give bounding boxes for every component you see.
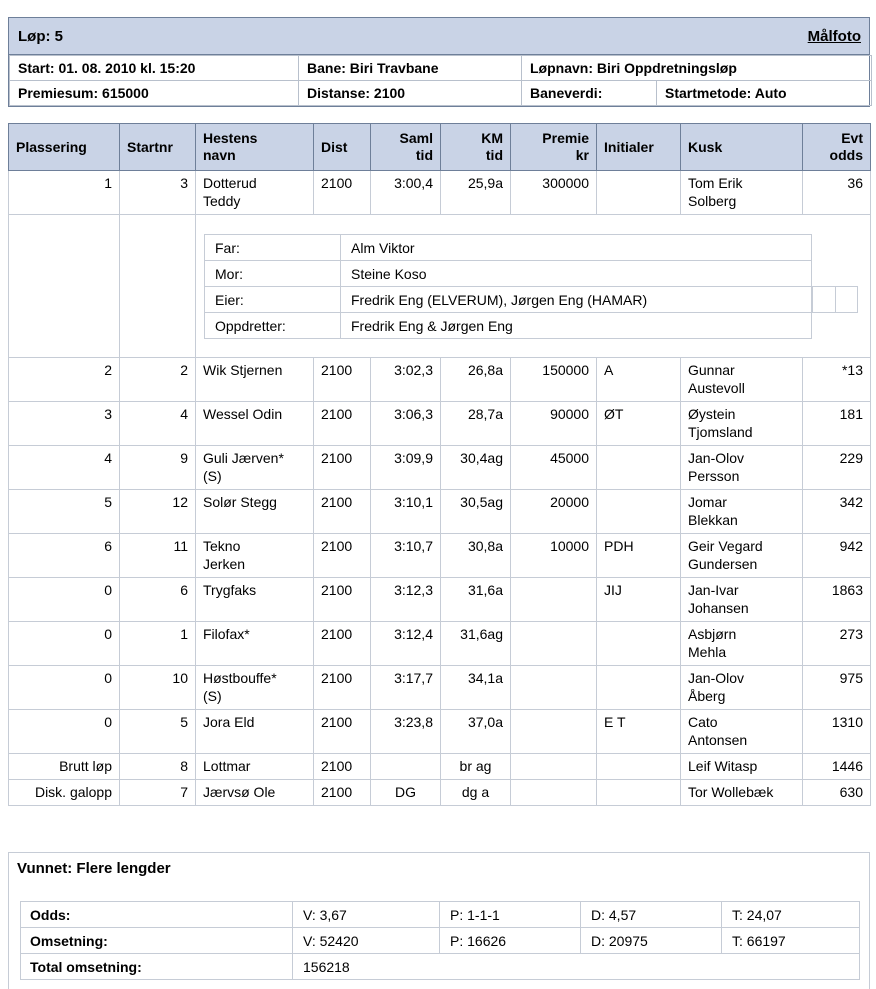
- cell-place: Disk. galopp: [9, 780, 120, 806]
- cell-prize: 20000: [511, 490, 597, 534]
- cell-horse-name[interactable]: [196, 578, 314, 622]
- turnover-label: Omsetning:: [21, 928, 293, 954]
- cell-horse-name[interactable]: [196, 358, 314, 402]
- table-row: [9, 710, 871, 754]
- cell-km-time: br ag: [441, 754, 511, 780]
- pedigree-spacer: [9, 215, 120, 358]
- cell-initials: [597, 666, 681, 710]
- cell-horse-name[interactable]: [196, 622, 314, 666]
- total-turnover-value: 156218: [293, 954, 860, 980]
- cell-dist: 2100: [314, 622, 371, 666]
- table-row: [9, 358, 871, 402]
- cell-initials: E T: [597, 710, 681, 754]
- horse-name-line-1: Trygfaks: [203, 582, 257, 598]
- pedigree-item: [205, 313, 812, 339]
- cell-total-time: 3:12,3: [371, 578, 441, 622]
- summary-title: Vunnet: Flere lengder: [17, 860, 171, 877]
- horse-name-line-1: Jora Eld: [203, 714, 255, 730]
- race-track: Bane: Biri Travbane: [299, 56, 522, 81]
- driver-line-2: Austevoll: [688, 380, 745, 396]
- cell-place: 4: [9, 446, 120, 490]
- cell-odds: 181: [803, 402, 871, 446]
- cell-initials: [597, 490, 681, 534]
- cell-prize: [511, 666, 597, 710]
- driver-line-2: Mehla: [688, 644, 727, 660]
- driver-line-2: Johansen: [688, 600, 749, 616]
- cell-startnr: 4: [120, 402, 196, 446]
- cell-driver: [681, 666, 803, 710]
- driver-line-1: Jomar: [688, 494, 727, 510]
- col-prize-label-1: Premie: [542, 130, 589, 146]
- cell-odds: 975: [803, 666, 871, 710]
- cell-initials: [597, 446, 681, 490]
- race-track-value: Baneverdi:: [522, 81, 657, 106]
- cell-startnr: 5: [120, 710, 196, 754]
- col-prize-label-2: kr: [575, 147, 589, 163]
- col-placement-label: Plassering: [16, 138, 87, 155]
- col-km-time-label-1: KM: [481, 130, 503, 146]
- race-start: Start: 01. 08. 2010 kl. 15:20: [10, 56, 299, 81]
- cell-driver: [681, 402, 803, 446]
- race-header: [8, 17, 870, 107]
- cell-startnr: 1: [120, 622, 196, 666]
- cell-total-time: 3:23,8: [371, 710, 441, 754]
- cell-total-time: 3:06,3: [371, 402, 441, 446]
- col-total-time-label-1: Saml: [399, 130, 433, 146]
- col-odds-label-2: odds: [829, 147, 863, 163]
- horse-name-line-1: Wik Stjernen: [203, 362, 283, 378]
- cell-horse-name[interactable]: [196, 402, 314, 446]
- cell-odds: 1310: [803, 710, 871, 754]
- driver-line-2: Blekkan: [688, 512, 738, 528]
- col-startnr[interactable]: [120, 124, 196, 171]
- driver-line-1: Øystein: [688, 406, 736, 422]
- cell-prize: 90000: [511, 402, 597, 446]
- cell-startnr: 7: [120, 780, 196, 806]
- cell-total-time: DG: [371, 780, 441, 806]
- table-row: [9, 402, 871, 446]
- cell-startnr: 2: [120, 358, 196, 402]
- odds-v: V: 3,67: [293, 902, 440, 928]
- cell-startnr: 3: [120, 171, 196, 215]
- cell-driver: [681, 534, 803, 578]
- cell-km-time: 31,6a: [441, 578, 511, 622]
- table-row: [9, 446, 871, 490]
- cell-odds: *13: [803, 358, 871, 402]
- cell-prize: [511, 780, 597, 806]
- cell-odds: 1446: [803, 754, 871, 780]
- cell-dist: 2100: [314, 534, 371, 578]
- cell-prize: 300000: [511, 171, 597, 215]
- driver-line-2: Antonsen: [688, 732, 748, 748]
- cell-total-time: 3:02,3: [371, 358, 441, 402]
- cell-initials: [597, 171, 681, 215]
- total-turnover-row: [21, 954, 860, 980]
- table-row: [9, 578, 871, 622]
- cell-driver: Tor Wollebæk: [681, 780, 803, 806]
- turnover-row: [21, 928, 860, 954]
- col-odds-label-1: Evt: [841, 130, 863, 146]
- driver-line-1: Geir Vegard: [688, 538, 763, 554]
- driver-line-2: Solberg: [688, 193, 737, 209]
- horse-name-line-2: (S): [203, 688, 222, 704]
- pedigree-item: [205, 287, 812, 313]
- cell-dist: 2100: [314, 402, 371, 446]
- cell-prize: 45000: [511, 446, 597, 490]
- pedigree-item: [205, 235, 812, 261]
- turnover-d: D: 20975: [581, 928, 722, 954]
- cell-horse-name[interactable]: Jærvsø Ole: [196, 780, 314, 806]
- driver-line-1: Tom Erik: [688, 175, 743, 191]
- col-km-time-label-2: tid: [485, 147, 503, 163]
- cell-total-time: 3:10,7: [371, 534, 441, 578]
- summary-box: [8, 852, 870, 989]
- cell-prize: [511, 710, 597, 754]
- cell-total-time: 3:09,9: [371, 446, 441, 490]
- driver-line-1: Cato: [688, 714, 718, 730]
- pedigree-label: Oppdretter:: [205, 313, 341, 339]
- col-horse-name-label-2: navn: [203, 147, 236, 163]
- cell-place: 1: [9, 171, 120, 215]
- horse-name-line-1: Høstbouffe*: [203, 670, 277, 686]
- cell-initials: JIJ: [597, 578, 681, 622]
- driver-line-2: Gundersen: [688, 556, 758, 572]
- cell-place: 2: [9, 358, 120, 402]
- horse-name-line-1: Tekno: [203, 538, 241, 554]
- cell-dist: 2100: [314, 446, 371, 490]
- cell-total-time: 3:00,4: [371, 171, 441, 215]
- driver-line-1: Jan-Olov: [688, 450, 745, 466]
- col-driver[interactable]: [681, 124, 803, 171]
- cell-total-time: 3:12,4: [371, 622, 441, 666]
- cell-horse-name[interactable]: [196, 666, 314, 710]
- cell-initials: PDH: [597, 534, 681, 578]
- odds-table: [20, 901, 860, 980]
- cell-place: Brutt løp: [9, 754, 120, 780]
- horse-name-line-2: (S): [203, 468, 222, 484]
- cell-place: 0: [9, 578, 120, 622]
- cell-startnr: 12: [120, 490, 196, 534]
- cell-dist: 2100: [314, 666, 371, 710]
- cell-initials: [597, 780, 681, 806]
- cell-km-time: 34,1a: [441, 666, 511, 710]
- race-distance: Distanse: 2100: [299, 81, 522, 106]
- cell-driver: [681, 710, 803, 754]
- cell-place: 5: [9, 490, 120, 534]
- pedigree-extra-cells: [812, 286, 858, 313]
- cell-startnr: 10: [120, 666, 196, 710]
- cell-odds: 630: [803, 780, 871, 806]
- pedigree-value: Fredrik Eng (ELVERUM), Jørgen Eng (HAMAR): [341, 287, 812, 313]
- total-turnover-label: Total omsetning:: [21, 954, 293, 980]
- odds-label: Odds:: [21, 902, 293, 928]
- cell-driver: [681, 622, 803, 666]
- pedigree-value: Steine Koso: [341, 261, 812, 287]
- odds-t: T: 24,07: [722, 902, 860, 928]
- cell-odds: 1863: [803, 578, 871, 622]
- horse-name-line-1: Guli Jærven*: [203, 450, 284, 466]
- cell-odds: 942: [803, 534, 871, 578]
- cell-place: 3: [9, 402, 120, 446]
- cell-dist: 2100: [314, 710, 371, 754]
- cell-startnr: 8: [120, 754, 196, 780]
- odds-p: P: 1-1-1: [440, 902, 581, 928]
- cell-startnr: 11: [120, 534, 196, 578]
- cell-dist: 2100: [314, 780, 371, 806]
- cell-total-time: 3:17,7: [371, 666, 441, 710]
- pedigree-label: Eier:: [205, 287, 341, 313]
- cell-km-time: dg a: [441, 780, 511, 806]
- cell-initials: A: [597, 358, 681, 402]
- pedigree-spacer: [120, 215, 196, 358]
- driver-line-1: Jan-Olov: [688, 670, 745, 686]
- cell-odds: 342: [803, 490, 871, 534]
- cell-prize: 150000: [511, 358, 597, 402]
- driver-line-2: Tjomsland: [688, 424, 753, 440]
- col-initials[interactable]: [597, 124, 681, 171]
- col-km-time[interactable]: [441, 124, 511, 171]
- pedigree-cell: [196, 215, 871, 358]
- cell-km-time: 25,9a: [441, 171, 511, 215]
- cell-km-time: 30,8a: [441, 534, 511, 578]
- pedigree-row: [9, 215, 871, 358]
- col-placement[interactable]: [9, 124, 120, 171]
- cell-driver: [681, 358, 803, 402]
- cell-initials: [597, 754, 681, 780]
- cell-initials: [597, 622, 681, 666]
- photo-finish-link[interactable]: Målfoto: [807, 27, 861, 45]
- table-row: [9, 490, 871, 534]
- col-dist-label: Dist: [321, 138, 348, 155]
- cell-place: 0: [9, 622, 120, 666]
- turnover-v: V: 52420: [293, 928, 440, 954]
- cell-horse-name[interactable]: [196, 490, 314, 534]
- cell-km-time: 28,7a: [441, 402, 511, 446]
- cell-total-time: [371, 754, 441, 780]
- race-start-method: Startmetode: Auto: [657, 81, 872, 106]
- horse-name-line-1: Filofax*: [203, 626, 250, 642]
- race-title-bar: [9, 18, 869, 55]
- race-title: Løp: 5: [18, 27, 63, 45]
- race-name: Løpnavn: Biri Oppdretningsløp: [522, 56, 872, 81]
- cell-driver: [681, 490, 803, 534]
- pedigree-value: Fredrik Eng & Jørgen Eng: [341, 313, 812, 339]
- pedigree-value: Alm Viktor: [341, 235, 812, 261]
- col-odds[interactable]: [803, 124, 871, 171]
- results-table: [8, 123, 871, 806]
- cell-horse-name[interactable]: [196, 710, 314, 754]
- cell-prize: [511, 578, 597, 622]
- cell-driver: [681, 171, 803, 215]
- col-horse-name-label-1: Hestens: [203, 130, 258, 146]
- cell-place: 6: [9, 534, 120, 578]
- cell-horse-name[interactable]: Lottmar: [196, 754, 314, 780]
- table-row: [9, 534, 871, 578]
- cell-odds: 229: [803, 446, 871, 490]
- cell-dist: 2100: [314, 578, 371, 622]
- cell-driver: Leif Witasp: [681, 754, 803, 780]
- pedigree-label: Mor:: [205, 261, 341, 287]
- col-prize[interactable]: [511, 124, 597, 171]
- race-info-table: [9, 55, 872, 106]
- cell-dist: 2100: [314, 754, 371, 780]
- race-prize-sum: Premiesum: 615000: [10, 81, 299, 106]
- cell-horse-name[interactable]: [196, 171, 314, 215]
- table-row: [9, 666, 871, 710]
- turnover-p: P: 16626: [440, 928, 581, 954]
- cell-startnr: 6: [120, 578, 196, 622]
- cell-initials: ØT: [597, 402, 681, 446]
- pedigree-table: [204, 234, 812, 339]
- cell-odds: 273: [803, 622, 871, 666]
- cell-km-time: 26,8a: [441, 358, 511, 402]
- cell-driver: [681, 446, 803, 490]
- odds-d: D: 4,57: [581, 902, 722, 928]
- col-total-time-label-2: tid: [415, 147, 433, 163]
- cell-prize: [511, 622, 597, 666]
- col-total-time[interactable]: [371, 124, 441, 171]
- table-row: [9, 754, 871, 780]
- turnover-t: T: 66197: [722, 928, 860, 954]
- cell-place: 0: [9, 666, 120, 710]
- driver-line-1: Jan-Ivar: [688, 582, 739, 598]
- cell-driver: [681, 578, 803, 622]
- table-row: [9, 780, 871, 806]
- pedigree-label: Far:: [205, 235, 341, 261]
- horse-name-line-1: Solør Stegg: [203, 494, 277, 510]
- cell-km-time: 37,0a: [441, 710, 511, 754]
- cell-km-time: 30,4ag: [441, 446, 511, 490]
- cell-prize: [511, 754, 597, 780]
- col-dist[interactable]: [314, 124, 371, 171]
- cell-startnr: 9: [120, 446, 196, 490]
- pedigree-item: [205, 261, 812, 287]
- cell-place: 0: [9, 710, 120, 754]
- odds-row: [21, 902, 860, 928]
- cell-dist: 2100: [314, 171, 371, 215]
- horse-name-line-2: Teddy: [203, 193, 241, 209]
- horse-name-line-2: Jerken: [203, 556, 246, 572]
- col-driver-label: Kusk: [688, 138, 723, 155]
- cell-dist: 2100: [314, 358, 371, 402]
- cell-prize: 10000: [511, 534, 597, 578]
- cell-horse-name[interactable]: [196, 446, 314, 490]
- driver-line-2: Åberg: [688, 688, 726, 704]
- horse-name-line-1: Dotterud: [203, 175, 257, 191]
- col-initials-label: Initialer: [604, 138, 654, 155]
- cell-odds: 36: [803, 171, 871, 215]
- table-row: [9, 622, 871, 666]
- col-horse-name[interactable]: [196, 124, 314, 171]
- cell-horse-name[interactable]: [196, 534, 314, 578]
- col-startnr-label: Startnr: [127, 138, 173, 155]
- cell-km-time: 30,5ag: [441, 490, 511, 534]
- driver-line-1: Gunnar: [688, 362, 735, 378]
- cell-km-time: 31,6ag: [441, 622, 511, 666]
- driver-line-2: Persson: [688, 468, 740, 484]
- table-row-winner: [9, 171, 871, 215]
- cell-dist: 2100: [314, 490, 371, 534]
- cell-total-time: 3:10,1: [371, 490, 441, 534]
- driver-line-1: Asbjørn: [688, 626, 737, 642]
- horse-name-line-1: Wessel Odin: [203, 406, 283, 422]
